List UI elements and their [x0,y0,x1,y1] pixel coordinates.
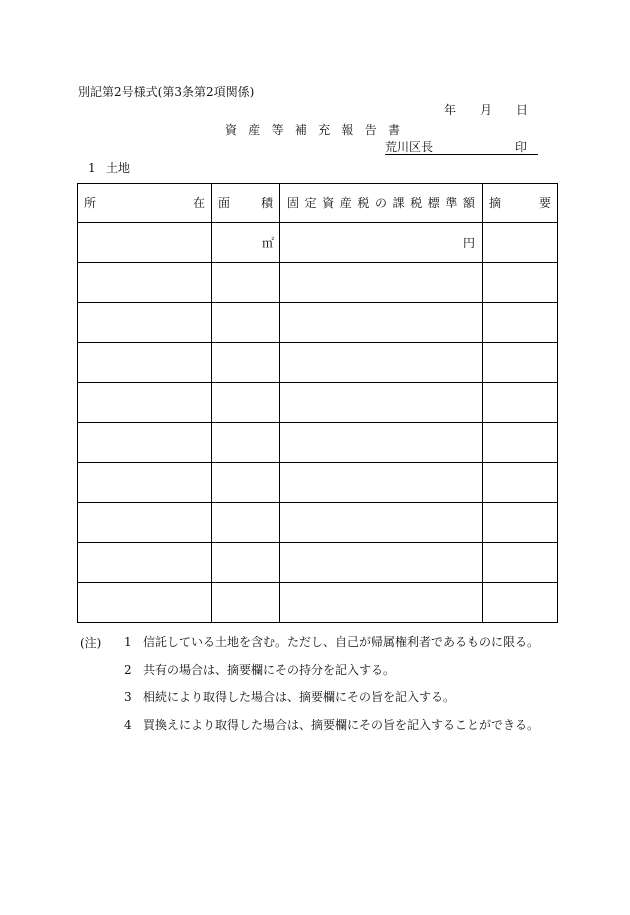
glyph: 所 [84,196,97,210]
note-text: 信託している土地を含む。ただし、自己が帰属権利者であるものに限る。 [143,635,540,649]
note-number: 4 [124,717,132,732]
cell-remarks [483,263,558,303]
date-day-label: 日 [516,103,529,117]
note-text: 買換えにより取得した場合は、摘要欄にその旨を記入することができる。 [143,717,540,732]
note-item [124,629,539,657]
cell-tax-base [280,423,483,463]
header-remarks-cell [483,184,558,223]
header-tax-base-cell [280,184,483,223]
note-item [124,712,539,740]
glyph: 充 [318,123,331,137]
cell-area [212,583,280,623]
cell-area [212,543,280,583]
cell-remarks [483,303,558,343]
header-area [218,196,273,210]
table-row [78,503,558,543]
cell-area [212,383,280,423]
cell-area [212,463,280,503]
glyph: 補 [294,123,307,137]
header-tax-base [287,196,475,210]
cell-area [212,263,280,303]
glyph: 等 [271,123,284,137]
glyph: 面 [218,196,231,210]
cell-location [78,463,212,503]
cell-location [78,223,212,263]
table-row [78,583,558,623]
cell-location [78,303,212,343]
note-number: 2 [124,662,132,677]
glyph: 報 [341,123,354,137]
glyph: 書 [387,123,400,137]
glyph: 積 [260,196,273,210]
cell-location [78,423,212,463]
section-number: 1 [88,161,96,175]
cell-tax-base [280,463,483,503]
glyph: 産 [248,123,261,137]
table-header-row [78,184,558,223]
land-table [77,183,558,623]
cell-remarks [483,383,558,423]
date-month-label: 月 [480,103,493,117]
note-number: 1 [124,635,132,649]
notes-label: (注) [80,636,102,650]
cell-area [212,303,280,343]
cell-remarks [483,503,558,543]
glyph: 税 [357,196,370,210]
note-text: 相続により取得した場合は、摘要欄にその旨を記入する。 [143,690,456,705]
addressee-line [385,141,538,155]
section-heading: 土地 [106,161,131,175]
glyph: 産 [339,196,352,210]
glyph: 標 [427,196,440,210]
form-reference: 別記第2号様式(第3条第2項関係) [78,85,255,99]
glyph: 要 [538,196,551,210]
table-row [78,383,558,423]
cell-location [78,343,212,383]
note-text: 共有の場合は、摘要欄にその持分を記入する。 [143,662,396,677]
header-remarks [489,196,551,210]
cell-area: ㎡ [212,223,280,263]
cell-tax-base [280,583,483,623]
glyph: 摘 [489,196,502,210]
note-item [124,684,539,712]
date-year-label: 年 [444,103,457,117]
cell-area [212,343,280,383]
glyph: 固 [287,196,300,210]
table-row [78,303,558,343]
date-line [444,103,528,117]
table-row [78,463,558,503]
cell-location [78,583,212,623]
cell-tax-base [280,263,483,303]
notes-list [124,629,539,740]
table-row [78,263,558,303]
cell-remarks [483,463,558,503]
cell-remarks [483,543,558,583]
cell-remarks [483,583,558,623]
cell-remarks [483,423,558,463]
glyph: 告 [364,123,377,137]
cell-tax-base [280,503,483,543]
table-row [78,223,558,263]
cell-area [212,503,280,543]
glyph: 課 [392,196,405,210]
cell-location [78,263,212,303]
table-row [78,543,558,583]
cell-tax-base [280,383,483,423]
glyph: 準 [445,196,458,210]
header-location-cell [78,184,212,223]
glyph: の [374,196,387,210]
glyph: 額 [462,196,475,210]
cell-tax-base: 円 [280,223,483,263]
cell-location [78,503,212,543]
addressee-name: 荒川区長 [385,140,434,154]
header-area-cell [212,184,280,223]
cell-tax-base [280,303,483,343]
cell-tax-base [280,543,483,583]
table-row [78,423,558,463]
glyph: 資 [225,123,238,137]
table-row [78,343,558,383]
land-table-body [78,223,558,623]
note-number: 3 [124,690,132,705]
glyph: 在 [192,196,205,210]
glyph: 税 [410,196,423,210]
glyph: 資 [322,196,335,210]
cell-remarks [483,343,558,383]
cell-location [78,543,212,583]
cell-location [78,383,212,423]
report-title [225,123,400,137]
seal-mark: 印 [514,140,527,154]
cell-tax-base [280,343,483,383]
cell-area [212,423,280,463]
cell-remarks [483,223,558,263]
glyph: 定 [304,196,317,210]
note-item [124,657,539,685]
header-location [84,196,205,210]
